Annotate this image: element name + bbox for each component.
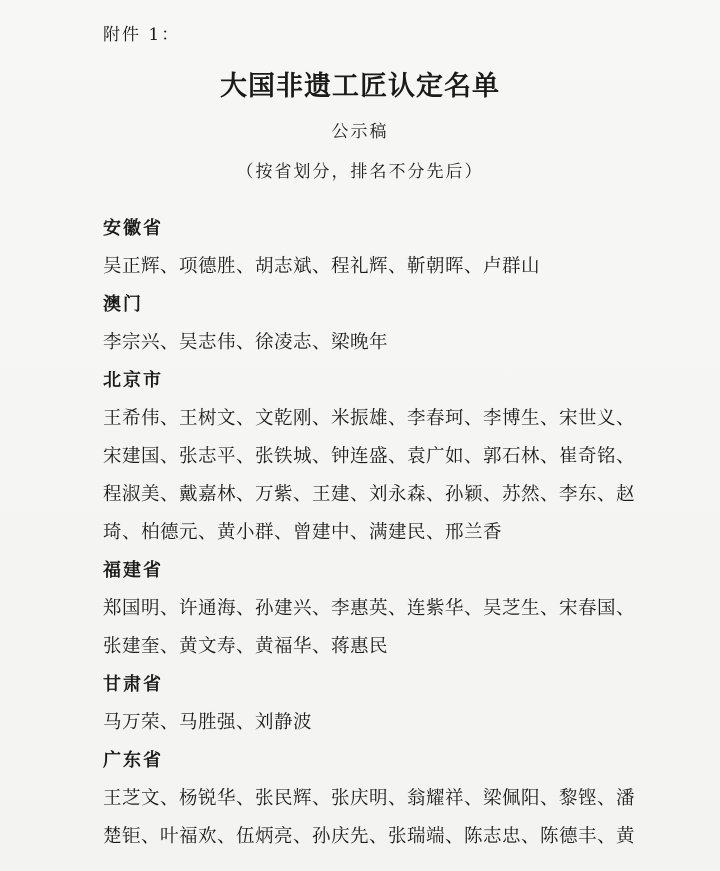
name-line: 琦、柏德元、黄小群、曾建中、满建民、邢兰香: [103, 522, 503, 543]
province-heading: 澳门: [103, 294, 143, 315]
name-lines: [103, 780, 663, 856]
name-list: [103, 210, 663, 856]
name-line: 程淑美、戴嘉林、万紫、王建、刘永森、孙颖、苏然、李东、赵: [103, 484, 636, 505]
province-section-beijing: [103, 362, 663, 552]
name-line: 李宗兴、吴志伟、徐凌志、梁晚年: [103, 332, 389, 353]
document-title: 大国非遗工匠认定名单: [220, 71, 500, 102]
name-lines: [103, 248, 663, 286]
name-line: 楚钜、叶福欢、伍炳亮、孙庆先、张瑞端、陈志忠、陈德丰、黄: [103, 826, 636, 847]
name-line: 马万荣、马胜强、刘静波: [103, 712, 313, 733]
province-section-macau: [103, 286, 663, 362]
name-line: 王芝文、杨锐华、张民辉、张庆明、翁耀祥、梁佩阳、黎铿、潘: [103, 788, 636, 809]
province-section-guangdong: [103, 742, 663, 856]
name-lines: [103, 400, 663, 552]
province-heading: 广东省: [103, 750, 163, 771]
name-lines: [103, 590, 663, 666]
province-heading: 甘肃省: [103, 674, 163, 695]
document-subtitle: 公示稿: [331, 122, 389, 142]
name-line: 张建奎、黄文寿、黄福华、蒋惠民: [103, 636, 389, 657]
name-line: 宋建国、张志平、张铁城、钟连盛、袁广如、郭石林、崔奇铭、: [103, 446, 636, 467]
province-heading: 安徽省: [103, 218, 163, 239]
name-lines: [103, 324, 663, 362]
name-line: 郑国明、许通海、孙建兴、李惠英、连紫华、吴芝生、宋春国、: [103, 598, 636, 619]
ordering-note: （按省划分，排名不分先后）: [236, 162, 484, 182]
name-lines: [103, 704, 663, 742]
province-heading: 北京市: [103, 370, 163, 391]
province-heading: 福建省: [103, 560, 163, 581]
name-line: 吴正辉、项德胜、胡志斌、程礼辉、靳朝晖、卢群山: [103, 256, 541, 277]
province-section-anhui: [103, 210, 663, 286]
attachment-label: 附件 1：: [103, 25, 181, 45]
name-line: 王希伟、王树文、文乾刚、米振雄、李春珂、李博生、宋世义、: [103, 408, 636, 429]
province-section-gansu: [103, 666, 663, 742]
province-section-fujian: [103, 552, 663, 666]
